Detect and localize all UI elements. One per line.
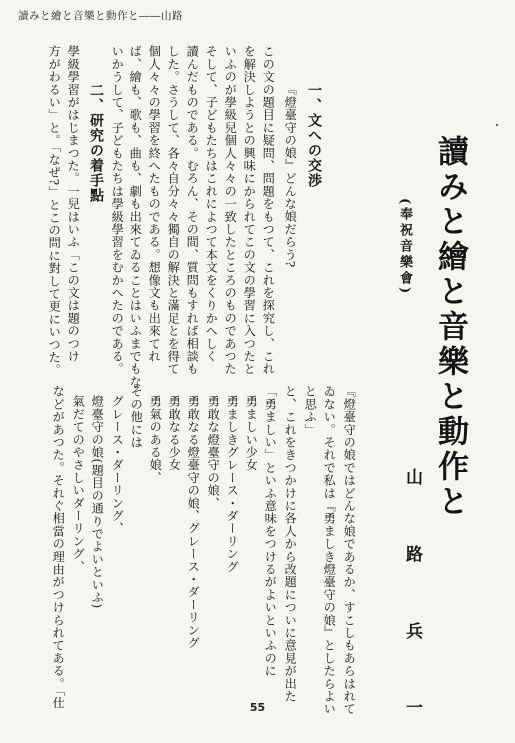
article-title: 讀みと繪と音樂と動作と xyxy=(432,135,468,520)
section-2-heading: 二、研究の着手點 xyxy=(88,83,104,203)
section-1-line: ば、繪も、歌も、曲も、劇も出來てゐることはいふまでもな xyxy=(128,45,143,388)
article-author: 山 路 兵 一 xyxy=(402,468,422,743)
left-block-line: グレース・ダーリング、 xyxy=(110,395,125,535)
section-1-line: 個人々々の學習を終へたものである。想像文も出來てれ xyxy=(147,45,162,363)
left-block-line: 勇敢なる燈臺守の娘、グレース・ダーリング xyxy=(186,395,201,649)
left-block-line: 勇氣のある娘、 xyxy=(148,395,163,484)
section-2-line: 學級學習がはじまつた。一兒はいふ「この文は題のつけ xyxy=(66,45,81,363)
article-subtitle: (奉祝音樂會) xyxy=(397,198,412,297)
left-block-line: などがあつた。それぐ相當の理由がつけられてある。「仕 xyxy=(51,385,66,710)
print-speck xyxy=(496,124,498,126)
left-block-line: 「勇ましい」といふ意味をつけるがよいといふのに xyxy=(263,385,278,678)
left-block-line: その他には xyxy=(129,385,144,449)
section-1-line: いかうして、子どもたちは學級學習をむかへたのである。 xyxy=(110,45,125,376)
section-1-heading: 一、文への交渉 xyxy=(306,83,322,188)
left-block-line: 勇敢なる少女 xyxy=(167,395,182,472)
section-1-line: そして、子どもたちはこれによつて本文をくりかへしく xyxy=(204,45,219,363)
left-block-line: 勇ましきグレース・ダーリング xyxy=(225,395,240,573)
section-1-line: を解決しようとの興味にかられてこの文の學習に入つたと xyxy=(242,45,257,376)
section-1-line: この文の題目に疑問、問題をもつて、これを探究し、これ xyxy=(261,45,276,376)
section-1-line: した。さうして、各々自分々々獨自の解決と滿足とを得て xyxy=(166,45,181,376)
left-block-line: と、これをきつかけに各人から改題についに意見が出た xyxy=(283,385,298,703)
left-block-line: 『燈臺守の娘ではどんな娘であるか、すこしもあらはれて xyxy=(342,385,357,716)
section-1-line: 『燈臺守の娘』どんな娘だらう? xyxy=(283,83,298,268)
left-block-line: と思ふ」 xyxy=(303,385,318,436)
section-2-line: 方がわるい」と。「なぜ?」とこの問に對して更にいつた。 xyxy=(47,45,62,377)
left-block-line: 勇敢な燈臺守の娘、 xyxy=(206,395,221,510)
left-block-line: 勇ましい少女 xyxy=(244,395,259,472)
left-block-line: 氣だてのやさしいダーリング、 xyxy=(71,395,86,573)
section-1-line: 讀んだものである。むろん、その間、質問もすれば相談も xyxy=(185,45,200,376)
left-block-line: ゐない。それで私は『勇ましき燈臺守の娘』としたらよい xyxy=(322,385,337,716)
section-1-line: いふのが學級兒個人々々の一致したところのものであつた xyxy=(223,45,238,376)
left-block-line: 燈臺守の娘(題目の通りでよいといふ) xyxy=(90,395,105,609)
running-head: 讀みと繪と音樂と動作と――山路 xyxy=(18,10,183,22)
page-number: 55 xyxy=(249,701,266,714)
